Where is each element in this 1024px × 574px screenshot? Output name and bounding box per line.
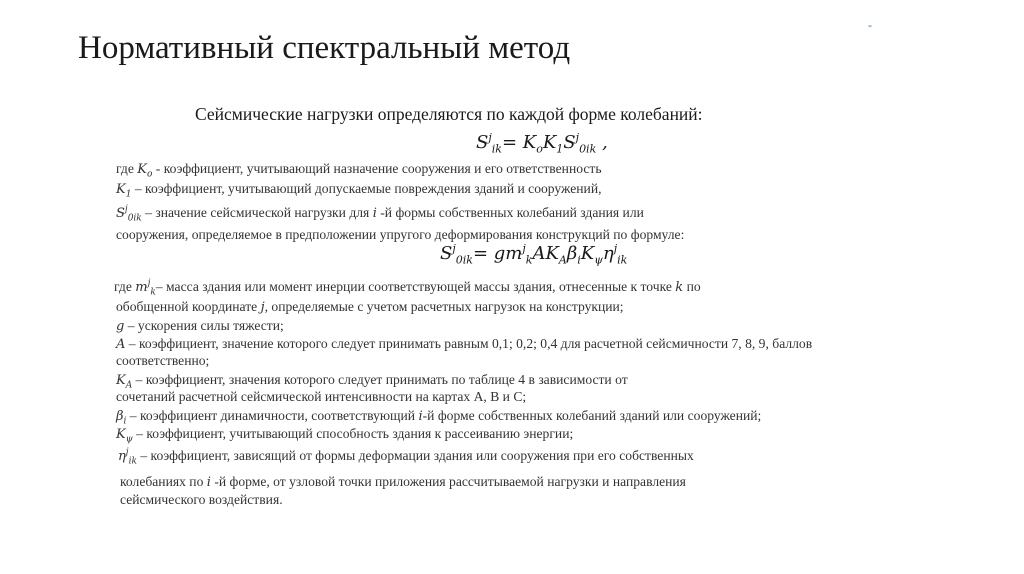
definition-k1: $K_1$ – коэффициент, учитывающий допускаемые повреждения зданий и сооружений,	[116, 181, 602, 200]
definition-ko: где $K_o$ - коэффициент, учитывающий назначение сооружения и его ответственность	[116, 161, 602, 180]
definition-kpsi: $K_\psi$ – коэффициент, учитывающий способность здания к рассеиванию энергии;	[116, 426, 574, 445]
definition-eta-cont: колебаниях по i -й форме, от узловой точки приложения рассчитываемой нагрузки и направления	[120, 474, 686, 490]
definition-eta: $\eta^j_{ik}$ – коэффициент, зависящий от формы деформации здания или сооружения при его собственных	[118, 447, 694, 467]
formula-seismic-load: $S^j_{ik}= K_oK_1S^j_{0ik}$ ,	[476, 131, 608, 156]
definition-ka-cont: сочетаний расчетной сейсмической интенсивности на картах А, В и С;	[116, 389, 527, 404]
definition-a-cont: соответственно;	[116, 353, 210, 368]
definition-ka: $K_A$ – коэффициент, значения которого следует принимать по таблице 4 в зависимости от	[116, 372, 628, 391]
formula-s0ik: $S^j_{0ik}= gm^j_kAK_A\beta_iK_\psi\eta^j_{ik}$	[440, 242, 628, 267]
corner-mark[interactable]: -	[868, 18, 872, 32]
definition-beta: $\beta_i$ – коэффициент динамичности, соответствующий i-й форме собственных колебаний зданий или сооружений;	[116, 408, 762, 427]
definition-a: A – коэффициент, значение которого следует принимать равным 0,1; 0,2; 0,4 для расчетной сейсмичности 7, 8, 9, баллов	[116, 336, 813, 352]
definition-m-cont: обобщенной координате j, определяемые с учетом расчетных нагрузок на конструкции;	[116, 299, 624, 315]
definition-m: где $m^j_k-$ масса здания или момент инерции соответствующей массы здания, отнесенные к точке k по	[114, 278, 701, 298]
definition-s0ik: $S^j_{0ik}$ – значение сейсмической нагрузки для i -й формы собственных колебаний здания или	[116, 204, 644, 224]
definition-s0ik-cont: сооружения, определяемое в предположении упругого деформирования конструкций по формуле:	[116, 227, 685, 242]
slide-title: Нормативный спектральный метод	[78, 30, 571, 66]
intro-text: Сейсмические нагрузки определяются по каждой форме колебаний:	[195, 104, 703, 124]
definition-g: g – ускорения силы тяжести;	[116, 318, 284, 334]
definition-eta-cont2: сейсмического воздействия.	[120, 492, 283, 507]
